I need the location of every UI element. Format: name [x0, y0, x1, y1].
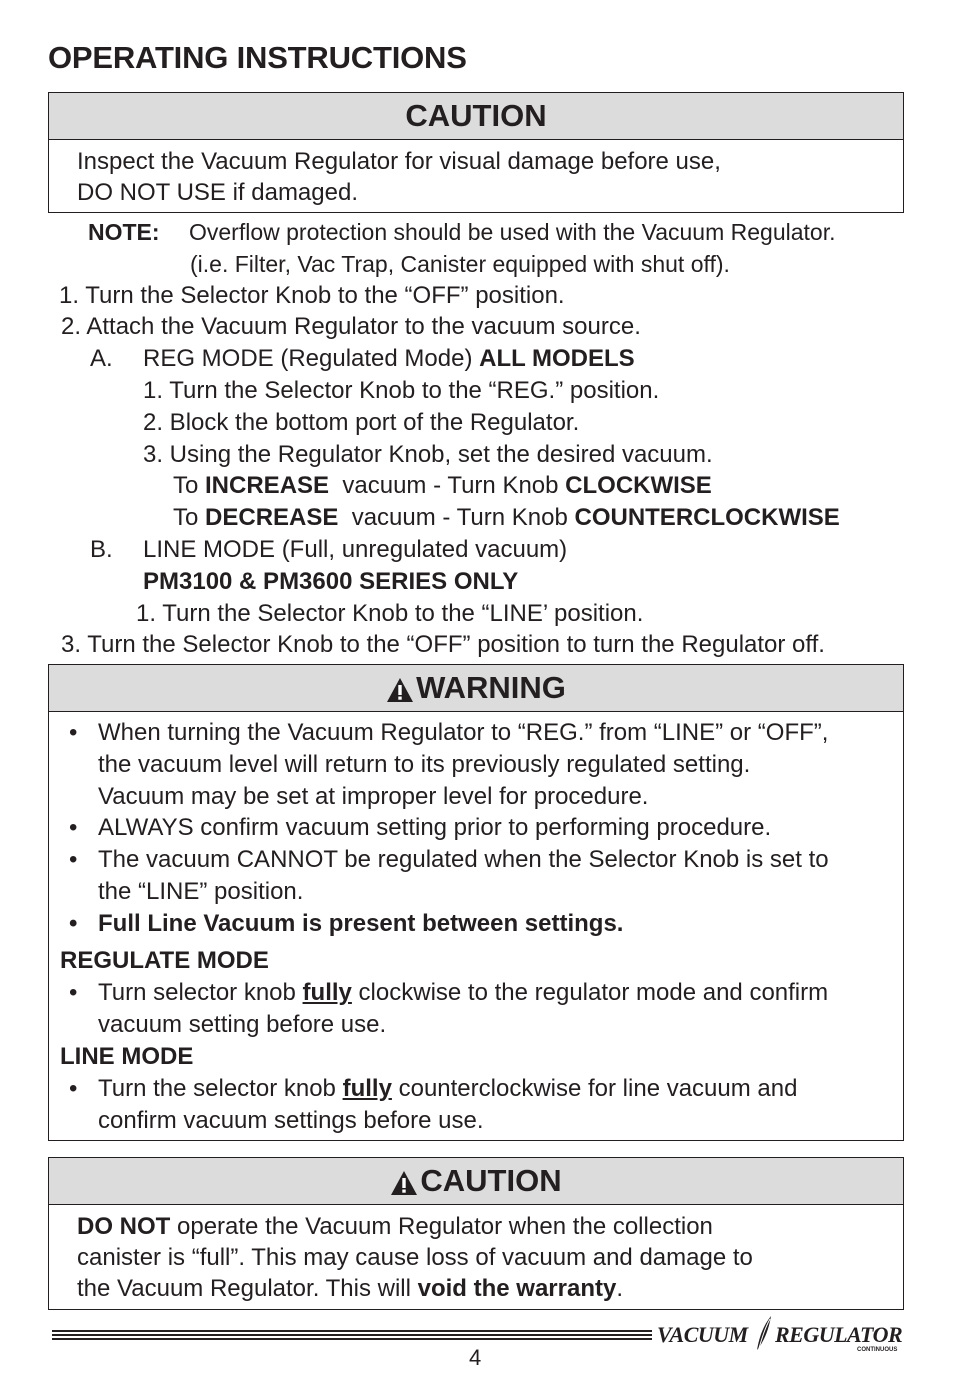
regulate-post: clockwise to the regulator mode and confirm vacuum setting before use. [98, 979, 829, 1038]
decrease-mid: vacuum - Turn Knob [338, 504, 575, 531]
warning-bullet-3 [69, 844, 869, 908]
caution-box [48, 92, 904, 213]
logo-text-left: VACUUM [657, 1322, 748, 1347]
regulate-mode-text [98, 977, 838, 1041]
warning-bullet-4-text: Full Line Vacuum is present between settings. [98, 910, 624, 937]
decrease-word: DECREASE [205, 504, 339, 531]
caution-triangle-icon [390, 1170, 418, 1196]
bullet-dot: • [69, 1075, 78, 1102]
increase-mid: vacuum - Turn Knob [329, 472, 566, 499]
line-mode-text [98, 1073, 838, 1137]
caution-text-line-1: Inspect the Vacuum Regulator for visual damage before use, [77, 148, 721, 175]
note-label: NOTE: [88, 219, 160, 245]
page-title: OPERATING INSTRUCTIONS [48, 40, 467, 75]
substep-b-label: B. [90, 536, 113, 563]
caution-warranty-box [48, 1157, 904, 1310]
regulate-mode-bullet [69, 977, 869, 1041]
warning-box [48, 664, 904, 1141]
caution-warranty-end: . [616, 1275, 623, 1302]
logo-subtext: CONTINUOUS [857, 1347, 898, 1353]
line-post: counterclockwise for line vacuum and confirm vacuum settings before use. [98, 1075, 798, 1134]
step-1: 1. Turn the Selector Knob to the “OFF” position. [59, 282, 565, 309]
substep-b-models: PM3100 & PM3600 SERIES ONLY [143, 568, 519, 595]
vacuum-regulator-logo [657, 1320, 907, 1360]
increase-word: INCREASE [205, 472, 330, 499]
substep-a-1: 1. Turn the Selector Knob to the “REG.” position. [143, 377, 660, 404]
substep-a-label: A. [90, 345, 113, 372]
warning-bullet-4 [69, 908, 869, 940]
caution-warranty-text-1: operate the Vacuum Regulator when the collection [170, 1213, 713, 1240]
caution-heading: CAUTION [49, 93, 903, 140]
warning-bullet-2 [69, 812, 889, 844]
substep-a-bold: ALL MODELS [479, 345, 635, 372]
increase-to: To [173, 472, 206, 499]
bullet-dot: • [69, 814, 78, 841]
void-warranty-text: void the warranty [417, 1275, 617, 1302]
line-fully: fully [342, 1075, 392, 1102]
caution-warranty-heading [49, 1158, 903, 1205]
warning-bullet-1-text: When turning the Vacuum Regulator to “REG.” from “LINE” or “OFF”, the vacuum level will return to its previously regulated setting. Vacuum may be set at improper level for procedure. [98, 719, 829, 810]
bullet-dot: • [69, 719, 78, 746]
caution-warranty-line-1 [77, 1213, 713, 1241]
footer-rule [52, 1330, 652, 1342]
substep-a-3: 3. Using the Regulator Knob, set the desired vacuum. [143, 441, 713, 468]
decrease-direction: COUNTERCLOCKWISE [574, 504, 840, 531]
regulate-mode-heading: REGULATE MODE [60, 947, 269, 974]
substep-a [143, 345, 635, 373]
substep-a-2: 2. Block the bottom port of the Regulator. [143, 409, 580, 436]
line-mode-bullet [69, 1073, 869, 1137]
substep-b-text: LINE MODE (Full, unregulated vacuum) [143, 536, 568, 563]
decrease-to: To [173, 504, 206, 531]
caution-warranty-text-3: the Vacuum Regulator. This will [77, 1275, 418, 1302]
step-2: 2. Attach the Vacuum Regulator to the vacuum source. [61, 313, 641, 340]
note-line-1: Overflow protection should be used with the Vacuum Regulator. [189, 219, 836, 245]
warning-bullet-3-text: The vacuum CANNOT be regulated when the Selector Knob is set to the “LINE” position. [98, 846, 829, 905]
caution-warranty-heading-text: CAUTION [420, 1163, 562, 1198]
regulate-pre: Turn selector knob [98, 979, 303, 1006]
substep-a-text: REG MODE (Regulated Mode) [143, 345, 480, 372]
bullet-dot: • [69, 910, 78, 937]
warning-bullet-2-text: ALWAYS confirm vacuum setting prior to performing procedure. [98, 814, 772, 841]
bullet-dot: • [69, 846, 78, 873]
line-pre: Turn the selector knob [98, 1075, 343, 1102]
caution-warranty-line-3 [77, 1275, 623, 1303]
step-3: 3. Turn the Selector Knob to the “OFF” position to turn the Regulator off. [61, 631, 825, 658]
regulate-fully: fully [302, 979, 352, 1006]
warning-triangle-icon [386, 677, 414, 703]
page-number: 4 [469, 1345, 482, 1370]
warning-bullet-1 [69, 717, 869, 813]
decrease-instruction [173, 504, 840, 532]
caution-text-line-2: DO NOT USE if damaged. [77, 179, 358, 206]
increase-instruction [173, 472, 712, 500]
logo-leaf-icon [753, 1314, 775, 1352]
warning-heading-text: WARNING [416, 670, 566, 705]
substep-b-1: 1. Turn the Selector Knob to the “LINE’ position. [136, 600, 644, 627]
bullet-dot: • [69, 979, 78, 1006]
logo-text-right: REGULATOR [775, 1322, 903, 1347]
caution-warranty-line-2: canister is “full”. This may cause loss of vacuum and damage to [77, 1244, 753, 1271]
note-line-2: (i.e. Filter, Vac Trap, Canister equipped with shut off). [190, 251, 730, 277]
increase-direction: CLOCKWISE [565, 472, 712, 499]
do-not-text: DO NOT [77, 1213, 171, 1240]
line-mode-heading: LINE MODE [60, 1043, 194, 1070]
warning-heading [49, 665, 903, 712]
